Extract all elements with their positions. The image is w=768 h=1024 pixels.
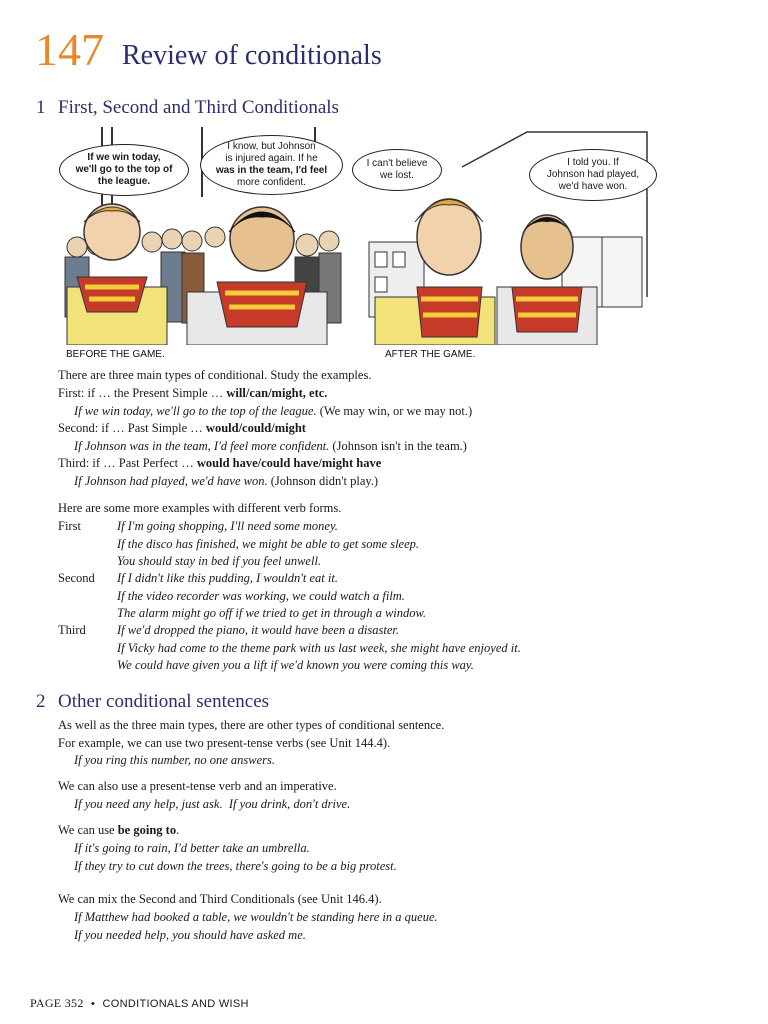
speech-bubble-told-you (529, 149, 657, 201)
more-examples-intro: Here are some more examples with different verb forms. (58, 501, 342, 515)
section-2-example-3: If it's going to rain, I'd better take an umbrella. (74, 841, 310, 855)
bubble-line: the league. (97, 176, 151, 187)
bubble-line: was in the team, I'd feel (215, 165, 328, 176)
speech-bubble-johnson-injured (200, 135, 343, 195)
unit-title: Review of conditionals (122, 40, 382, 71)
section-2-para-4 (58, 822, 179, 838)
example-second-1: If I didn't like this pudding, I wouldn't eat it. (117, 571, 338, 585)
unit-number: 147 (35, 24, 104, 75)
example-third-2: If Vicky had come to the theme park with us last week, she might have enjoyed it. (117, 641, 521, 655)
third-example (74, 473, 378, 489)
section-2-heading (36, 690, 269, 714)
caption-before: BEFORE THE GAME. (66, 349, 165, 360)
second-example (74, 438, 467, 454)
intro-text: There are three main types of conditional. Study the examples. (58, 368, 372, 382)
example-sentence: If we win today, we'll go to the top of the league. (74, 404, 317, 418)
example-note: (Johnson isn't in the team.) (329, 439, 467, 453)
section-2-para-5: We can mix the Second and Third Conditionals (see Unit 146.4). (58, 892, 382, 906)
para-text: . (176, 823, 180, 837)
section-2-para-1: As well as the three main types, there are other types of conditional sentence. (58, 718, 445, 732)
example-first-1: If I'm going shopping, I'll need some money. (117, 519, 338, 533)
example-sentence: If you drink, don't drive. (228, 797, 351, 811)
footer-bullet: • (91, 998, 96, 1010)
rule-verb: would have/could have/might have (196, 456, 382, 470)
rule-text: Second: if … Past Simple … (58, 421, 206, 435)
section-2-para-2: For example, we can use two present-tense verbs (see Unit 144.4). (58, 736, 391, 750)
section-title: First, Second and Third Conditionals (58, 97, 339, 118)
label-third: Third (58, 623, 86, 637)
section-2-example-5: If Matthew had booked a table, we wouldn't be standing here in a queue. (74, 910, 438, 924)
rule-text: First: if … the Present Simple … (58, 386, 227, 400)
example-third-1: If we'd dropped the piano, it would have been a disaster. (117, 623, 400, 637)
example-sentence: If Johnson was in the team, I'd feel more confident. (74, 439, 330, 453)
first-rule (58, 385, 327, 401)
third-rule (58, 455, 381, 471)
section-number: 1 (36, 97, 46, 118)
section-2-example-4: If they try to cut down the trees, there's going to be a big protest. (74, 859, 397, 873)
bubble-line: we'd have won. (558, 181, 628, 192)
bubble-line: I can't believe (366, 158, 428, 169)
bubble-line: Johnson had played, (546, 169, 640, 180)
bubble-line: I told you. If (567, 157, 619, 168)
example-third-3: We could have given you a lift if we'd known you were coming this way. (117, 658, 474, 672)
speech-bubble-cant-believe (352, 149, 442, 191)
page-number: PAGE 352 (30, 996, 84, 1010)
rule-verb: would/could/might (205, 421, 306, 435)
example-second-2: If the video recorder was working, we could watch a film. (117, 589, 405, 603)
bubble-line: I know, but Johnson (227, 141, 316, 152)
bubble-line: If we win today, (87, 152, 161, 163)
section-title: Other conditional sentences (58, 691, 270, 712)
rule-verb: will/can/might, etc. (226, 386, 328, 400)
second-rule (58, 420, 306, 436)
example-first-3: You should stay in bed if you feel unwell. (117, 554, 322, 568)
first-example (74, 403, 472, 419)
section-2-example-1: If you ring this number, no one answers. (74, 753, 276, 767)
rule-text: Third: if … Past Perfect … (58, 456, 197, 470)
speech-bubble-win-today (59, 144, 189, 196)
bubble-line: more confident. (237, 177, 306, 188)
example-note: (We may win, or we may not.) (316, 404, 473, 418)
page-footer (30, 996, 249, 1011)
section-1-heading (36, 96, 339, 120)
section-2-example-2 (74, 796, 350, 812)
para-keyword: be going to (117, 823, 177, 837)
bubble-line: is injured again. If he (225, 153, 318, 164)
bubble-line: we lost. (380, 170, 414, 181)
example-second-3: The alarm might go off if we tried to get in through a window. (117, 606, 427, 620)
para-text: We can use (58, 823, 118, 837)
section-2-para-3: We can also use a present-tense verb and an imperative. (58, 779, 337, 793)
label-second: Second (58, 571, 95, 585)
section-2-example-6: If you needed help, you should have asked me. (74, 928, 306, 942)
footer-topic: CONDITIONALS AND WISH (102, 998, 249, 1010)
example-sentence: If you need any help, just ask. (74, 797, 223, 811)
example-first-2: If the disco has finished, we might be able to get some sleep. (117, 537, 420, 551)
comic-illustration (57, 127, 657, 345)
example-note: (Johnson didn't play.) (267, 474, 379, 488)
label-first: First (58, 519, 81, 533)
caption-after: AFTER THE GAME. (385, 349, 476, 360)
section-number: 2 (36, 691, 46, 712)
example-sentence: If Johnson had played, we'd have won. (74, 474, 268, 488)
bubble-line: we'll go to the top of (75, 164, 173, 175)
